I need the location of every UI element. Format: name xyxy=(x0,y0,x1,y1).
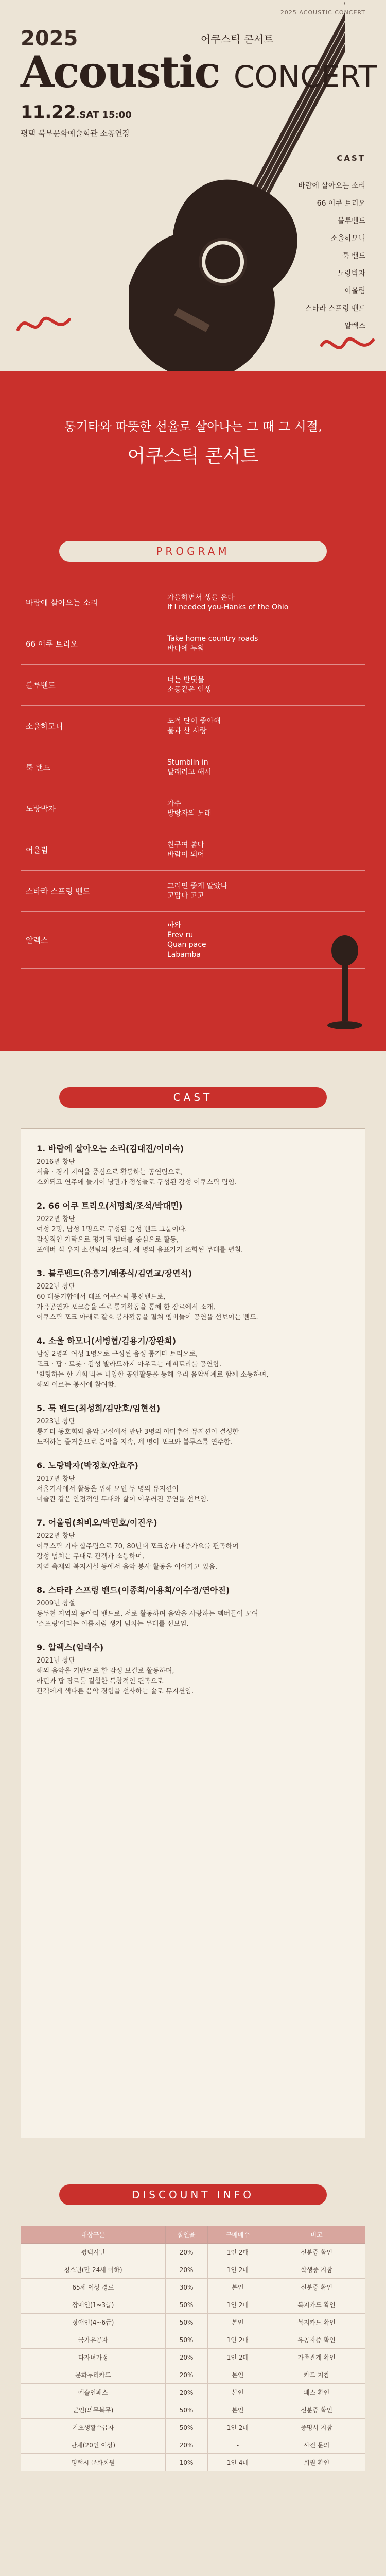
discount-cell-note: 복지카드 확인 xyxy=(268,2296,365,2314)
song: Take home country roads xyxy=(167,634,258,643)
microphone-icon xyxy=(314,933,365,1036)
discount-cell-note: 패스 확인 xyxy=(268,2384,365,2401)
discount-cell-target: 65세 이상 경로 xyxy=(21,2279,166,2296)
hero-cast-name: 소울하모니 xyxy=(330,234,365,243)
program-songs xyxy=(167,799,365,819)
song: 소풍같은 인생 xyxy=(167,685,212,694)
discount-row xyxy=(21,2279,365,2296)
cast-name: 7. 어울림(최비오/박민호/이진우) xyxy=(37,1518,157,1528)
discount-cell-rate: 20% xyxy=(165,2349,207,2366)
hero-cast-name: 블루벤드 xyxy=(337,217,365,225)
cast-desc: 남성 2명과 여성 1명으로 구성된 음성 통기타 트리오로, 포크 · 팝 · 트롯 · 감성 발라드까지 아우르는 레퍼토리를 공연함. '힐링하는 한 기회'라는 다양한 공연활동을 통해 우리 음악세계로 함께 소통하며, 해외 이르는 봉사에 참여함. xyxy=(37,1350,269,1389)
discount-col-header: 할인율 xyxy=(165,2226,207,2244)
program-row xyxy=(21,788,365,829)
discount-table xyxy=(21,2226,365,2471)
program-performer: 스타라 스프링 밴드 xyxy=(26,887,91,896)
song: 바람이 되어 xyxy=(167,850,205,859)
title-sub: CONCERT xyxy=(233,59,377,94)
program-row xyxy=(21,665,365,706)
program-performer: 66 어쿠 트리오 xyxy=(26,639,78,649)
program-row xyxy=(21,829,365,871)
program-performer: 툭 밴드 xyxy=(26,763,51,772)
discount-cell-rate: 20% xyxy=(165,2261,207,2279)
discount-table-body xyxy=(21,2244,365,2471)
song: 방랑자의 노래 xyxy=(167,809,212,818)
discount-row xyxy=(21,2261,365,2279)
cast-section xyxy=(0,1051,386,2164)
cast-item xyxy=(37,1199,349,1256)
discount-cell-target: 장애인(4~6급) xyxy=(21,2314,166,2331)
discount-cell-note: 신분증 확인 xyxy=(268,2279,365,2296)
discount-cell-note: 증명서 지참 xyxy=(268,2419,365,2436)
song: 하와 xyxy=(167,921,182,929)
discount-cell-count: 1인 2매 xyxy=(207,2349,268,2366)
discount-cell-target: 다자녀가정 xyxy=(21,2349,166,2366)
cast-desc: 2022년 창단 어쿠스틱 기타 합주팀으로 70, 80년대 포크송과 대중가요를 편곡하여 감성 넘치는 무대로 관객과 소통하며, 지역 축제와 복지시설 등에서 음악 봉사 활동을 이어가고 있음. xyxy=(37,1532,239,1571)
discount-cell-note: 신분증 확인 xyxy=(268,2401,365,2419)
discount-row xyxy=(21,2366,365,2384)
discount-cell-note: 가족관계 확인 xyxy=(268,2349,365,2366)
song: Quan pace xyxy=(167,940,206,949)
discount-row xyxy=(21,2331,365,2349)
song: 가수 xyxy=(167,799,182,808)
concert-title xyxy=(21,46,377,97)
hero-cast-heading: CAST xyxy=(337,154,365,163)
song: 친구여 좋다 xyxy=(167,840,205,849)
song: 그러면 좋게 알았나 xyxy=(167,882,228,890)
discount-cell-note: 신분증 확인 xyxy=(268,2244,365,2261)
date-value: 11.22 xyxy=(21,102,76,123)
discount-cell-target: 단체(20인 이상) xyxy=(21,2436,166,2454)
top-label: 2025 ACOUSTIC CONCERT xyxy=(280,9,365,16)
discount-heading: DISCOUNT INFO xyxy=(59,2184,327,2205)
discount-cell-rate: 20% xyxy=(165,2244,207,2261)
discount-cell-count: 본인 xyxy=(207,2366,268,2384)
program-section xyxy=(0,515,386,1051)
hero-cast-list xyxy=(298,149,365,335)
cast-item xyxy=(37,1516,349,1572)
hero-cast-name: 툭 밴드 xyxy=(342,252,365,260)
cast-name: 5. 툭 밴드(최성희/김만호/임현선) xyxy=(37,1403,161,1413)
discount-cell-target: 예술인패스 xyxy=(21,2384,166,2401)
program-songs xyxy=(167,634,365,654)
hero-section xyxy=(0,0,386,515)
cast-name: 1. 바람에 살아오는 소리(김대진/이미숙) xyxy=(37,1144,184,1154)
day-time: .SAT 15:00 xyxy=(76,110,132,121)
discount-cell-note: 유공자증 확인 xyxy=(268,2331,365,2349)
song: Erev ru xyxy=(167,930,194,939)
discount-cell-count: 본인 xyxy=(207,2401,268,2419)
cast-item xyxy=(37,1641,349,1697)
song: 고맙다 고고 xyxy=(167,891,205,900)
cast-desc: 2022년 창단 60 대동기합에서 대표 어쿠스틱 통신밴드로, 가곡공연과 포크송을 주로 통기활동을 통해 한 장르에서 소개, 어쿠스틱 포크 아래로 갈효 봉사활동을 펼쳐 멤버들이 공연을 선보이는 밴드. xyxy=(37,1283,258,1321)
discount-cell-note: 사전 문의 xyxy=(268,2436,365,2454)
discount-cell-rate: 50% xyxy=(165,2314,207,2331)
concert-year: 2025 xyxy=(21,27,78,50)
discount-cell-target: 국가유공자 xyxy=(21,2331,166,2349)
cast-name: 3. 블루벤드(유흥기/배종식/김연교/장연석) xyxy=(37,1268,192,1278)
tagline-line2: 어쿠스틱 콘서트 xyxy=(127,446,259,467)
hero-tagline xyxy=(0,416,386,468)
program-row xyxy=(21,623,365,665)
discount-cell-rate: 50% xyxy=(165,2331,207,2349)
tagline-line1: 통기타와 따뜻한 선율로 살아나는 그 때 그 시절, xyxy=(64,419,322,434)
program-performer: 소울하모니 xyxy=(26,722,63,731)
cast-name: 4. 소울 하모니(서병협/김용기/장완희) xyxy=(37,1336,177,1346)
program-songs xyxy=(167,882,365,901)
cast-item xyxy=(37,1142,349,1188)
discount-row xyxy=(21,2244,365,2261)
discount-cell-note: 학생증 지참 xyxy=(268,2261,365,2279)
discount-row xyxy=(21,2296,365,2314)
discount-col-header: 비고 xyxy=(268,2226,365,2244)
discount-cell-target: 군인(의무복무) xyxy=(21,2401,166,2419)
discount-cell-note: 카드 지참 xyxy=(268,2366,365,2384)
concert-venue: 평택 북부문화예술회관 소공연장 xyxy=(21,129,130,138)
program-row xyxy=(21,747,365,788)
cast-item xyxy=(37,1584,349,1630)
song: Stumblin in xyxy=(167,758,208,767)
program-row xyxy=(21,871,365,912)
cast-name: 2. 66 어쿠 트리오(서명희/조석/박대민) xyxy=(37,1201,183,1211)
song: 물과 산 사랑 xyxy=(167,726,207,735)
program-heading: PROGRAM xyxy=(59,541,327,562)
discount-cell-target: 청소년(만 24세 이하) xyxy=(21,2261,166,2279)
cast-heading: CAST xyxy=(59,1087,327,1108)
program-songs xyxy=(167,717,365,736)
discount-row xyxy=(21,2314,365,2331)
discount-cell-count: 1인 2매 xyxy=(207,2296,268,2314)
cast-desc: 2023년 창단 통기타 동호회와 음악 교실에서 만난 3명의 아마추어 뮤지션이 결성한 노래하는 즐거움으로 음악을 지속, 세 명이 포크와 블루스를 연주함. xyxy=(37,1418,239,1446)
discount-cell-count: - xyxy=(207,2436,268,2454)
program-row xyxy=(21,706,365,747)
discount-row xyxy=(21,2454,365,2471)
program-performer: 노랑박자 xyxy=(26,804,56,814)
hero-cast-name: 알렉스 xyxy=(344,322,365,330)
program-songs xyxy=(167,675,365,695)
discount-cell-note: 회원 확인 xyxy=(268,2454,365,2471)
cast-name: 6. 노랑박자(박정호/안효주) xyxy=(37,1461,138,1470)
song: 달래려고 해서 xyxy=(167,768,212,776)
discount-cell-count: 본인 xyxy=(207,2279,268,2296)
discount-cell-count: 1인 4매 xyxy=(207,2454,268,2471)
discount-cell-target: 문화누리카드 xyxy=(21,2366,166,2384)
hero-cast-name: 어울림 xyxy=(344,287,365,295)
discount-cell-count: 1인 2매 xyxy=(207,2331,268,2349)
discount-col-header: 대상구분 xyxy=(21,2226,166,2244)
concert-date xyxy=(21,102,132,123)
cast-desc: 2021년 창단 해외 음악을 기반으로 한 감성 보컬로 활동하며, 라틴과 팝 장르를 결합한 독창적인 편곡으로 관객에게 색다른 음악 경험을 선사하는 솔로 뮤지션임. xyxy=(37,1657,194,1696)
discount-cell-note: 복지카드 확인 xyxy=(268,2314,365,2331)
discount-cell-count: 본인 xyxy=(207,2314,268,2331)
discount-cell-rate: 20% xyxy=(165,2384,207,2401)
discount-cell-target: 장애인(1~3급) xyxy=(21,2296,166,2314)
cast-desc: 2009년 창설 동두천 지역의 동아리 밴드로, 서로 활동하며 음악을 사랑하는 멤버들이 모여 '스프링'이라는 이름처럼 생기 넘치는 무대를 선보임. xyxy=(37,1600,258,1628)
song: Labamba xyxy=(167,950,201,959)
discount-header-row xyxy=(21,2226,365,2244)
hero-cast-name: 66 어쿠 트리오 xyxy=(317,199,365,208)
discount-cell-rate: 50% xyxy=(165,2296,207,2314)
discount-cell-count: 본인 xyxy=(207,2384,268,2401)
discount-cell-rate: 10% xyxy=(165,2454,207,2471)
song: If I needed you-Hanks of the Ohio xyxy=(167,603,289,612)
squiggle-decoration xyxy=(319,330,376,361)
program-performer: 알렉스 xyxy=(26,936,48,945)
discount-cell-count: 1인 2매 xyxy=(207,2261,268,2279)
discount-cell-target: 기초생활수급자 xyxy=(21,2419,166,2436)
discount-cell-count: 1인 2매 xyxy=(207,2244,268,2261)
discount-row xyxy=(21,2384,365,2401)
song: 너는 반딧불 xyxy=(167,675,205,684)
concert-subtitle-ko: 어쿠스틱 콘서트 xyxy=(201,33,274,45)
program-performer: 블루벤드 xyxy=(26,681,56,690)
cast-item xyxy=(37,1459,349,1505)
song: 가을하면서 생을 운다 xyxy=(167,593,235,602)
discount-cell-target: 평택시 문화회원 xyxy=(21,2454,166,2471)
cast-item xyxy=(37,1402,349,1448)
discount-row xyxy=(21,2349,365,2366)
cast-name: 9. 알렉스(임태수) xyxy=(37,1642,104,1652)
discount-cell-count: 1인 2매 xyxy=(207,2419,268,2436)
hero-cast-name: 노랑박자 xyxy=(337,269,365,278)
cast-item xyxy=(37,1267,349,1323)
hero-cast-name: 바람에 살아오는 소리 xyxy=(298,182,365,190)
squiggle-decoration xyxy=(15,309,72,340)
discount-section xyxy=(0,2164,386,2576)
song: 도적 단어 좋아해 xyxy=(167,717,221,725)
discount-row xyxy=(21,2436,365,2454)
discount-cell-target: 평택시민 xyxy=(21,2244,166,2261)
discount-cell-rate: 50% xyxy=(165,2419,207,2436)
program-songs xyxy=(167,593,365,613)
discount-cell-rate: 50% xyxy=(165,2401,207,2419)
song: 바다에 누워 xyxy=(167,644,205,653)
cast-box xyxy=(21,1128,365,2138)
program-table xyxy=(21,582,365,969)
discount-row xyxy=(21,2401,365,2419)
discount-cell-rate: 20% xyxy=(165,2436,207,2454)
program-songs xyxy=(167,758,365,777)
cast-item xyxy=(37,1334,349,1391)
discount-row xyxy=(21,2419,365,2436)
cast-desc: 2022년 창단 여성 2명, 남성 1명으로 구성된 음성 밴드 그룹이다. 감성적인 가락으로 평가된 멤버를 중심으로 활동, 포에버 식 우지 소셜팀의 장르와, 세 명의 음표가가 조화된 무대를 펼침. xyxy=(37,1215,243,1254)
program-performer: 바람에 살아오는 소리 xyxy=(26,598,98,607)
program-songs xyxy=(167,840,365,860)
hero-cast-name: 스타라 스프링 밴드 xyxy=(305,304,365,313)
discount-col-header: 구매매수 xyxy=(207,2226,268,2244)
title-main: Acoustic xyxy=(21,46,220,97)
program-row xyxy=(21,582,365,623)
cast-desc: 2017년 창단 서울기사에서 활동을 위해 모인 두 명의 뮤지션이 미술관 같은 안정적인 무대와 삶이 어우러진 공연을 선보임. xyxy=(37,1475,209,1503)
cast-name: 8. 스타라 스프링 밴드(이종희/이용희/이수정/연아진) xyxy=(37,1585,230,1595)
program-performer: 어울림 xyxy=(26,845,48,855)
cast-desc: 2016년 창단 서울 · 경기 지역을 중심으로 활동하는 공연팀으로, 소외되고 연주에 들기어 낭만과 정성들로 구성된 감성 어쿠스틱 팀임. xyxy=(37,1158,237,1187)
discount-cell-rate: 20% xyxy=(165,2366,207,2384)
discount-cell-rate: 30% xyxy=(165,2279,207,2296)
